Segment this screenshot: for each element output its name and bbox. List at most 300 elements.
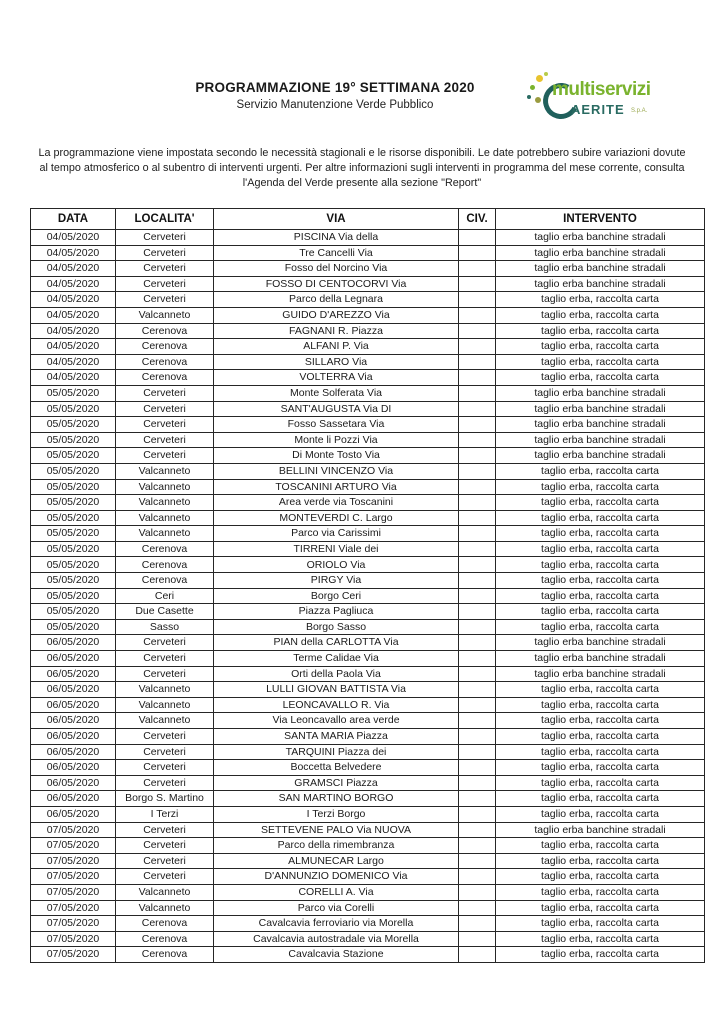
cell-via: Fosso del Norcino Via <box>214 261 459 277</box>
cell-intervento: taglio erba, raccolta carta <box>496 541 705 557</box>
cell-data: 05/05/2020 <box>31 463 116 479</box>
cell-data: 06/05/2020 <box>31 791 116 807</box>
cell-via: Cavalcavia autostradale via Morella <box>214 931 459 947</box>
cell-intervento: taglio erba, raccolta carta <box>496 931 705 947</box>
cell-data: 07/05/2020 <box>31 900 116 916</box>
cell-data: 07/05/2020 <box>31 931 116 947</box>
cell-data: 06/05/2020 <box>31 651 116 667</box>
cell-civ <box>459 276 496 292</box>
cell-localita: Cerenova <box>116 947 214 963</box>
cell-civ <box>459 931 496 947</box>
cell-intervento: taglio erba banchine stradali <box>496 635 705 651</box>
cell-localita: Cerveteri <box>116 760 214 776</box>
cell-civ <box>459 651 496 667</box>
cell-data: 06/05/2020 <box>31 760 116 776</box>
cell-localita: Ceri <box>116 588 214 604</box>
cell-civ <box>459 573 496 589</box>
cell-via: Monte li Pozzi Via <box>214 432 459 448</box>
cell-data: 05/05/2020 <box>31 448 116 464</box>
cell-via: Parco via Corelli <box>214 900 459 916</box>
cell-via: PIAN della CARLOTTA Via <box>214 635 459 651</box>
table-row <box>31 385 705 401</box>
cell-localita: Cerveteri <box>116 245 214 261</box>
cell-via: Parco della rimembranza <box>214 838 459 854</box>
cell-intervento: taglio erba, raccolta carta <box>496 744 705 760</box>
cell-localita: Valcanneto <box>116 713 214 729</box>
cell-civ <box>459 900 496 916</box>
cell-via: GUIDO D'AREZZO Via <box>214 307 459 323</box>
cell-localita: Cerveteri <box>116 230 214 246</box>
cell-via: BELLINI VINCENZO Via <box>214 463 459 479</box>
cell-data: 05/05/2020 <box>31 479 116 495</box>
cell-localita: Cerenova <box>116 931 214 947</box>
cell-intervento: taglio erba, raccolta carta <box>496 370 705 386</box>
table-row <box>31 401 705 417</box>
company-logo <box>527 70 687 126</box>
logo-confetti-dot <box>536 75 543 82</box>
cell-data: 04/05/2020 <box>31 245 116 261</box>
cell-localita: Due Casette <box>116 604 214 620</box>
cell-via: FOSSO DI CENTOCORVI Via <box>214 276 459 292</box>
cell-intervento: taglio erba, raccolta carta <box>496 495 705 511</box>
cell-data: 05/05/2020 <box>31 557 116 573</box>
table-row <box>31 635 705 651</box>
cell-localita: Cerveteri <box>116 666 214 682</box>
cell-localita: Cerenova <box>116 557 214 573</box>
cell-civ <box>459 697 496 713</box>
cell-data: 05/05/2020 <box>31 573 116 589</box>
cell-localita: Valcanneto <box>116 495 214 511</box>
cell-data: 07/05/2020 <box>31 947 116 963</box>
cell-civ <box>459 323 496 339</box>
table-row <box>31 245 705 261</box>
cell-civ <box>459 495 496 511</box>
cell-localita: Cerenova <box>116 573 214 589</box>
table-row <box>31 370 705 386</box>
cell-civ <box>459 822 496 838</box>
cell-via: FAGNANI R. Piazza <box>214 323 459 339</box>
cell-intervento: taglio erba banchine stradali <box>496 432 705 448</box>
cell-via: ALFANI P. Via <box>214 339 459 355</box>
table-row <box>31 604 705 620</box>
cell-via: Boccetta Belvedere <box>214 760 459 776</box>
cell-civ <box>459 791 496 807</box>
cell-intervento: taglio erba, raccolta carta <box>496 307 705 323</box>
cell-data: 04/05/2020 <box>31 307 116 323</box>
table-row <box>31 588 705 604</box>
cell-civ <box>459 619 496 635</box>
cell-intervento: taglio erba, raccolta carta <box>496 869 705 885</box>
cell-via: ORIOLO Via <box>214 557 459 573</box>
cell-localita: Cerveteri <box>116 729 214 745</box>
cell-data: 05/05/2020 <box>31 401 116 417</box>
table-row <box>31 463 705 479</box>
cell-intervento: taglio erba, raccolta carta <box>496 916 705 932</box>
cell-data: 04/05/2020 <box>31 370 116 386</box>
cell-via: Fosso Sassetara Via <box>214 417 459 433</box>
cell-intervento: taglio erba, raccolta carta <box>496 947 705 963</box>
cell-via: Orti della Paola Via <box>214 666 459 682</box>
table-row <box>31 947 705 963</box>
cell-localita: Cerveteri <box>116 869 214 885</box>
cell-localita: Cerveteri <box>116 635 214 651</box>
cell-via: Area verde via Toscanini <box>214 495 459 511</box>
cell-civ <box>459 806 496 822</box>
table-row <box>31 931 705 947</box>
table-row <box>31 713 705 729</box>
table-row <box>31 495 705 511</box>
cell-intervento: taglio erba, raccolta carta <box>496 619 705 635</box>
cell-via: MONTEVERDI C. Largo <box>214 510 459 526</box>
cell-localita: Cerenova <box>116 541 214 557</box>
logo-confetti-dot <box>527 95 531 99</box>
cell-data: 07/05/2020 <box>31 822 116 838</box>
cell-intervento: taglio erba banchine stradali <box>496 385 705 401</box>
cell-data: 05/05/2020 <box>31 526 116 542</box>
cell-intervento: taglio erba, raccolta carta <box>496 713 705 729</box>
table-row <box>31 666 705 682</box>
table-row <box>31 261 705 277</box>
table-row <box>31 775 705 791</box>
cell-intervento: taglio erba, raccolta carta <box>496 604 705 620</box>
cell-via: TIRRENI Viale dei <box>214 541 459 557</box>
cell-civ <box>459 292 496 308</box>
cell-localita: Cerveteri <box>116 261 214 277</box>
cell-intervento: taglio erba banchine stradali <box>496 651 705 667</box>
cell-localita: Cerveteri <box>116 448 214 464</box>
cell-data: 04/05/2020 <box>31 323 116 339</box>
table-row <box>31 619 705 635</box>
table-body <box>31 230 705 963</box>
table-row <box>31 354 705 370</box>
cell-via: SILLARO Via <box>214 354 459 370</box>
table-row <box>31 651 705 667</box>
cell-intervento: taglio erba, raccolta carta <box>496 791 705 807</box>
cell-via: TOSCANINI ARTURO Via <box>214 479 459 495</box>
table-row <box>31 697 705 713</box>
cell-localita: Valcanneto <box>116 526 214 542</box>
cell-data: 05/05/2020 <box>31 417 116 433</box>
cell-intervento: taglio erba, raccolta carta <box>496 682 705 698</box>
cell-via: Borgo Sasso <box>214 619 459 635</box>
cell-data: 04/05/2020 <box>31 354 116 370</box>
cell-data: 06/05/2020 <box>31 713 116 729</box>
page-subtitle: Servizio Manutenzione Verde Pubblico <box>236 99 434 111</box>
cell-intervento: taglio erba, raccolta carta <box>496 697 705 713</box>
cell-data: 04/05/2020 <box>31 261 116 277</box>
cell-civ <box>459 744 496 760</box>
table-row <box>31 510 705 526</box>
cell-civ <box>459 385 496 401</box>
intro-paragraph: La programmazione viene impostata secondo le necessità stagionali e le risorse disponibili. Le date potrebbero subire variazioni dovute al tempo atmosferico o al subentro di interventi urgenti. Per altre informazioni sugli interventi in programma del mese corrente, consulta l'Agenda del Verde presente alla sezione "Report" <box>38 147 686 189</box>
cell-intervento: taglio erba, raccolta carta <box>496 573 705 589</box>
column-header-civ: CIV. <box>459 209 496 230</box>
cell-civ <box>459 541 496 557</box>
cell-localita: Cerveteri <box>116 417 214 433</box>
table-row <box>31 682 705 698</box>
cell-intervento: taglio erba banchine stradali <box>496 261 705 277</box>
column-header-via: VIA <box>214 209 459 230</box>
table-row <box>31 884 705 900</box>
table-row <box>31 869 705 885</box>
cell-intervento: taglio erba banchine stradali <box>496 401 705 417</box>
cell-localita: I Terzi <box>116 806 214 822</box>
table-row <box>31 760 705 776</box>
cell-civ <box>459 401 496 417</box>
cell-via: CORELLI A. Via <box>214 884 459 900</box>
cell-via: Terme Calidae Via <box>214 651 459 667</box>
cell-civ <box>459 869 496 885</box>
cell-data: 04/05/2020 <box>31 276 116 292</box>
cell-civ <box>459 775 496 791</box>
table-row <box>31 900 705 916</box>
cell-data: 06/05/2020 <box>31 729 116 745</box>
cell-localita: Valcanneto <box>116 697 214 713</box>
cell-via: SAN MARTINO BORGO <box>214 791 459 807</box>
cell-civ <box>459 463 496 479</box>
logo-brand-suffix: S.p.A. <box>631 108 648 114</box>
cell-civ <box>459 666 496 682</box>
cell-localita: Cerveteri <box>116 744 214 760</box>
cell-intervento: taglio erba, raccolta carta <box>496 292 705 308</box>
cell-intervento: taglio erba, raccolta carta <box>496 729 705 745</box>
cell-civ <box>459 432 496 448</box>
table-row <box>31 276 705 292</box>
table-row <box>31 526 705 542</box>
cell-via: D'ANNUNZIO DOMENICO Via <box>214 869 459 885</box>
table-row <box>31 838 705 854</box>
cell-via: Borgo Ceri <box>214 588 459 604</box>
table-row <box>31 916 705 932</box>
cell-via: VOLTERRA Via <box>214 370 459 386</box>
cell-data: 06/05/2020 <box>31 775 116 791</box>
cell-localita: Cerveteri <box>116 838 214 854</box>
cell-data: 07/05/2020 <box>31 838 116 854</box>
cell-intervento: taglio erba, raccolta carta <box>496 838 705 854</box>
cell-data: 07/05/2020 <box>31 916 116 932</box>
cell-civ <box>459 729 496 745</box>
cell-civ <box>459 682 496 698</box>
column-header-localita: LOCALITA' <box>116 209 214 230</box>
cell-localita: Cerveteri <box>116 385 214 401</box>
cell-via: Parco della Legnara <box>214 292 459 308</box>
cell-localita: Borgo S. Martino <box>116 791 214 807</box>
cell-civ <box>459 713 496 729</box>
table-row <box>31 744 705 760</box>
cell-civ <box>459 479 496 495</box>
cell-intervento: taglio erba, raccolta carta <box>496 526 705 542</box>
cell-localita: Cerenova <box>116 916 214 932</box>
table-row <box>31 791 705 807</box>
cell-intervento: taglio erba, raccolta carta <box>496 588 705 604</box>
cell-localita: Cerenova <box>116 339 214 355</box>
cell-localita: Cerveteri <box>116 292 214 308</box>
cell-data: 04/05/2020 <box>31 230 116 246</box>
cell-intervento: taglio erba, raccolta carta <box>496 479 705 495</box>
table-row <box>31 323 705 339</box>
cell-via: TARQUINI Piazza dei <box>214 744 459 760</box>
cell-data: 07/05/2020 <box>31 869 116 885</box>
cell-data: 06/05/2020 <box>31 666 116 682</box>
cell-localita: Cerenova <box>116 323 214 339</box>
cell-localita: Valcanneto <box>116 682 214 698</box>
cell-localita: Cerveteri <box>116 276 214 292</box>
column-header-data: DATA <box>31 209 116 230</box>
cell-localita: Valcanneto <box>116 510 214 526</box>
cell-civ <box>459 230 496 246</box>
table-row <box>31 417 705 433</box>
cell-civ <box>459 526 496 542</box>
logo-confetti-dot <box>535 97 541 103</box>
schedule-table <box>30 208 705 963</box>
logo-confetti-dot <box>530 85 535 90</box>
cell-civ <box>459 635 496 651</box>
table-row <box>31 230 705 246</box>
cell-data: 05/05/2020 <box>31 541 116 557</box>
table-row <box>31 822 705 838</box>
cell-via: Cavalcavia Stazione <box>214 947 459 963</box>
cell-via: LEONCAVALLO R. Via <box>214 697 459 713</box>
cell-civ <box>459 604 496 620</box>
cell-localita: Cerveteri <box>116 822 214 838</box>
cell-intervento: taglio erba banchine stradali <box>496 245 705 261</box>
cell-data: 04/05/2020 <box>31 339 116 355</box>
cell-via: SANTA MARIA Piazza <box>214 729 459 745</box>
cell-localita: Cerenova <box>116 354 214 370</box>
cell-data: 07/05/2020 <box>31 884 116 900</box>
cell-data: 05/05/2020 <box>31 385 116 401</box>
table-row <box>31 729 705 745</box>
cell-localita: Valcanneto <box>116 463 214 479</box>
cell-via: I Terzi Borgo <box>214 806 459 822</box>
schedule-table-wrapper <box>30 208 705 963</box>
cell-intervento: taglio erba banchine stradali <box>496 276 705 292</box>
cell-localita: Cerveteri <box>116 775 214 791</box>
cell-intervento: taglio erba, raccolta carta <box>496 463 705 479</box>
logo-brand-text: multiservizi <box>552 79 651 100</box>
table-row <box>31 557 705 573</box>
table-row <box>31 541 705 557</box>
cell-via: SETTEVENE PALO Via NUOVA <box>214 822 459 838</box>
cell-data: 05/05/2020 <box>31 432 116 448</box>
cell-via: LULLI GIOVAN BATTISTA Via <box>214 682 459 698</box>
cell-data: 04/05/2020 <box>31 292 116 308</box>
cell-via: Cavalcavia ferroviario via Morella <box>214 916 459 932</box>
cell-data: 06/05/2020 <box>31 682 116 698</box>
cell-intervento: taglio erba, raccolta carta <box>496 760 705 776</box>
cell-data: 05/05/2020 <box>31 588 116 604</box>
cell-data: 05/05/2020 <box>31 604 116 620</box>
cell-civ <box>459 947 496 963</box>
cell-intervento: taglio erba, raccolta carta <box>496 339 705 355</box>
cell-intervento: taglio erba, raccolta carta <box>496 354 705 370</box>
cell-intervento: taglio erba, raccolta carta <box>496 557 705 573</box>
cell-localita: Valcanneto <box>116 307 214 323</box>
cell-civ <box>459 370 496 386</box>
cell-civ <box>459 853 496 869</box>
cell-localita: Cerveteri <box>116 432 214 448</box>
cell-intervento: taglio erba, raccolta carta <box>496 510 705 526</box>
cell-civ <box>459 245 496 261</box>
cell-intervento: taglio erba banchine stradali <box>496 230 705 246</box>
cell-via: ALMUNECAR Largo <box>214 853 459 869</box>
cell-intervento: taglio erba banchine stradali <box>496 666 705 682</box>
cell-civ <box>459 760 496 776</box>
cell-civ <box>459 916 496 932</box>
cell-via: GRAMSCI Piazza <box>214 775 459 791</box>
cell-localita: Valcanneto <box>116 884 214 900</box>
column-header-intervento: INTERVENTO <box>496 209 705 230</box>
cell-civ <box>459 838 496 854</box>
table-header-row <box>31 209 705 230</box>
cell-data: 05/05/2020 <box>31 510 116 526</box>
cell-data: 06/05/2020 <box>31 697 116 713</box>
page-title: PROGRAMMAZIONE 19° SETTIMANA 2020 <box>195 80 475 95</box>
cell-intervento: taglio erba, raccolta carta <box>496 853 705 869</box>
cell-intervento: taglio erba, raccolta carta <box>496 806 705 822</box>
cell-intervento: taglio erba, raccolta carta <box>496 884 705 900</box>
cell-civ <box>459 307 496 323</box>
cell-via: Di Monte Tosto Via <box>214 448 459 464</box>
cell-via: Parco via Carissimi <box>214 526 459 542</box>
cell-data: 06/05/2020 <box>31 744 116 760</box>
cell-civ <box>459 588 496 604</box>
cell-intervento: taglio erba banchine stradali <box>496 448 705 464</box>
cell-intervento: taglio erba, raccolta carta <box>496 323 705 339</box>
cell-localita: Cerenova <box>116 370 214 386</box>
logo-brand-subtext: AERITE <box>571 102 625 117</box>
table-row <box>31 806 705 822</box>
cell-localita: Valcanneto <box>116 479 214 495</box>
cell-localita: Sasso <box>116 619 214 635</box>
logo-confetti-dot <box>544 72 548 76</box>
cell-via: PISCINA Via della <box>214 230 459 246</box>
cell-via: Piazza Pagliuca <box>214 604 459 620</box>
cell-civ <box>459 557 496 573</box>
cell-civ <box>459 884 496 900</box>
cell-via: Via Leoncavallo area verde <box>214 713 459 729</box>
cell-via: Monte Solferata Via <box>214 385 459 401</box>
cell-intervento: taglio erba, raccolta carta <box>496 775 705 791</box>
cell-data: 06/05/2020 <box>31 806 116 822</box>
cell-data: 05/05/2020 <box>31 495 116 511</box>
cell-civ <box>459 417 496 433</box>
table-row <box>31 573 705 589</box>
cell-civ <box>459 510 496 526</box>
cell-data: 06/05/2020 <box>31 635 116 651</box>
table-row <box>31 339 705 355</box>
table-row <box>31 292 705 308</box>
table-row <box>31 448 705 464</box>
cell-via: PIRGY Via <box>214 573 459 589</box>
table-row <box>31 479 705 495</box>
cell-via: SANT'AUGUSTA Via DI <box>214 401 459 417</box>
cell-intervento: taglio erba, raccolta carta <box>496 900 705 916</box>
cell-civ <box>459 354 496 370</box>
cell-via: Tre Cancelli Via <box>214 245 459 261</box>
table-row <box>31 432 705 448</box>
table-row <box>31 853 705 869</box>
cell-localita: Cerveteri <box>116 853 214 869</box>
cell-data: 05/05/2020 <box>31 619 116 635</box>
cell-localita: Cerveteri <box>116 651 214 667</box>
cell-localita: Valcanneto <box>116 900 214 916</box>
cell-intervento: taglio erba banchine stradali <box>496 822 705 838</box>
cell-civ <box>459 339 496 355</box>
cell-intervento: taglio erba banchine stradali <box>496 417 705 433</box>
cell-localita: Cerveteri <box>116 401 214 417</box>
cell-civ <box>459 261 496 277</box>
